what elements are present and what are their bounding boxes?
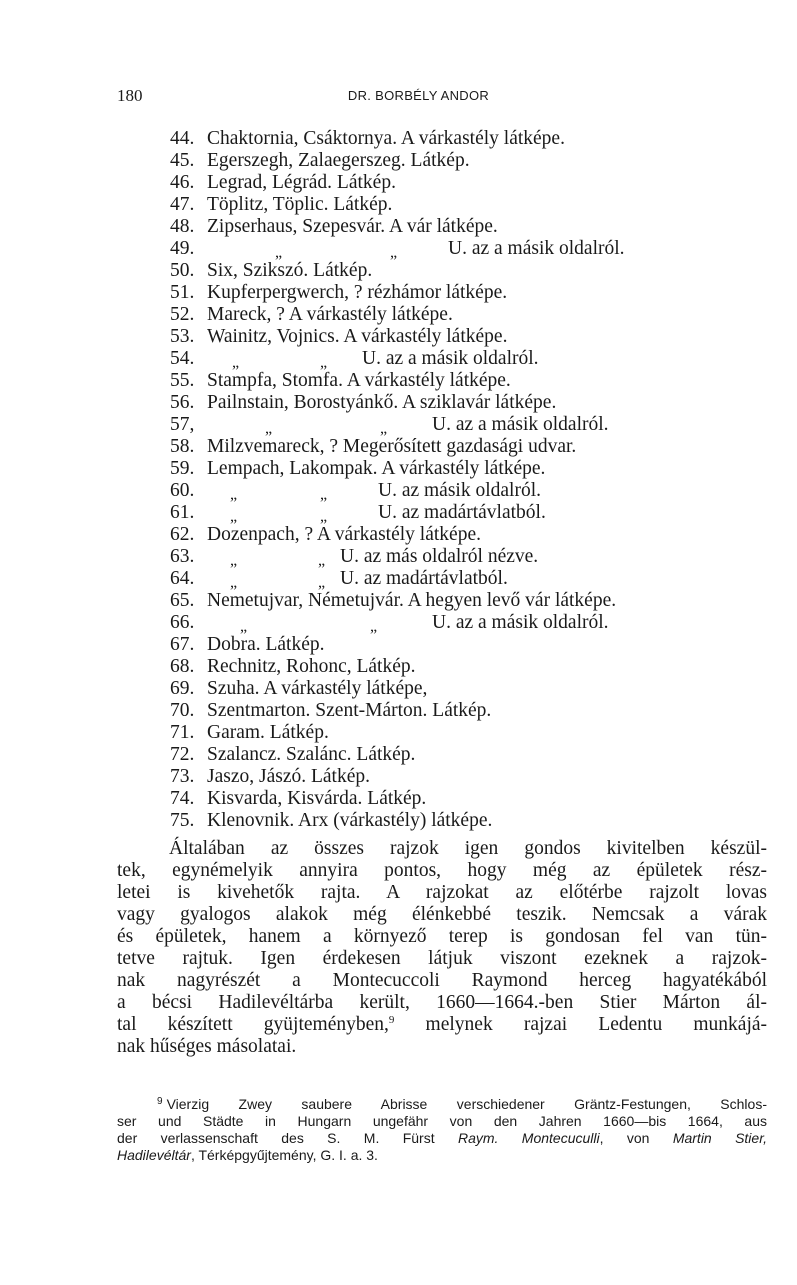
- paragraph-line: nak nagyrészét a Montecuccoli Raymond herceg hagyatékából: [117, 970, 767, 991]
- item-text: Milzvemareck, ? Megerősített gazdasági udvar.: [207, 436, 577, 457]
- item-text: Wainitz, Vojnics. A várkastély látképe.: [207, 326, 508, 347]
- footnote-mark: 9: [157, 1096, 163, 1107]
- item-text: Kisvarda, Kisvárda. Látkép.: [207, 788, 427, 809]
- footnote-line: ser und Städte in Hungarn ungefähr von den Jahren 1660—bis 1664, aus: [117, 1113, 767, 1129]
- item-text: Garam. Látkép.: [207, 722, 329, 743]
- item-number: 70.: [170, 700, 195, 721]
- item-text: Kupferpergwerch, ? rézhámor látképe.: [207, 282, 508, 303]
- item-text: Egerszegh, Zalaegerszeg. Látkép.: [207, 150, 470, 171]
- item-text: Mareck, ? A várkastély látképe.: [207, 304, 453, 325]
- item-number: 64.: [170, 568, 195, 589]
- item-number: 66.: [170, 612, 195, 633]
- item-text: Klenovnik. Arx (várkastély) látképe.: [207, 810, 493, 831]
- item-text: U. az más oldalról nézve.: [340, 546, 539, 567]
- ditto-mark: „: [380, 420, 388, 437]
- footnote-text: , Térképgyűjtemény, G. I. a. 3.: [190, 1147, 378, 1163]
- item-number: 69.: [170, 678, 195, 699]
- list-item: [170, 546, 770, 568]
- paragraph-line: [117, 1014, 767, 1036]
- list-item: [170, 216, 770, 238]
- item-number: 73.: [170, 766, 195, 787]
- item-text: U. az a másik oldalról.: [448, 238, 625, 259]
- list-item: [170, 282, 770, 304]
- item-text: Lempach, Lakompak. A várkastély látképe.: [207, 458, 546, 479]
- item-text: Szuha. A várkastély látképe,: [207, 678, 428, 699]
- paragraph-line: letei is kivehetők rajta. A rajzokat az előtérbe rajzolt lovas: [117, 882, 767, 903]
- paragraph-line: vagy gyalogos alakok még élénkebbé teszik. Nemcsak a várak: [117, 904, 767, 925]
- item-text: U. az a másik oldalról.: [432, 414, 609, 435]
- footnote-italic: Hadilevéltár: [117, 1147, 191, 1163]
- list-item: [170, 744, 770, 766]
- list-item: [170, 502, 770, 524]
- list-item: [170, 700, 770, 722]
- item-number: 50.: [170, 260, 195, 281]
- ditto-mark: „: [232, 354, 240, 371]
- running-head: DR. BORBÉLY ANDOR: [347, 88, 490, 103]
- ditto-mark: „: [318, 574, 326, 591]
- list-item: [170, 194, 770, 216]
- ditto-mark: „: [265, 420, 273, 437]
- footnote-reference[interactable]: 9: [388, 1014, 395, 1026]
- item-number: 48.: [170, 216, 195, 237]
- ditto-mark: „: [240, 618, 248, 635]
- item-text: U. az madártávlatból.: [340, 568, 508, 589]
- list-item: [170, 128, 770, 150]
- list-item: [170, 414, 770, 436]
- ditto-mark: „: [275, 244, 283, 261]
- item-number: 75.: [170, 810, 195, 831]
- item-number: 65.: [170, 590, 195, 611]
- item-text: Six, Szikszó. Látkép.: [207, 260, 373, 281]
- item-text: Zipserhaus, Szepesvár. A vár látképe.: [207, 216, 498, 237]
- paragraph-line: nak hűséges másolatai.: [117, 1036, 297, 1057]
- footnote-line: [117, 1096, 767, 1113]
- ditto-mark: „: [320, 354, 328, 371]
- list-item: [170, 678, 770, 700]
- item-text: Töplitz, Töplic. Látkép.: [207, 194, 393, 215]
- ditto-mark: „: [230, 552, 238, 569]
- item-number: 46.: [170, 172, 195, 193]
- body-paragraph: [117, 838, 767, 1058]
- item-text: U. az a másik oldalról.: [362, 348, 539, 369]
- ditto-mark: „: [370, 618, 378, 635]
- item-number: 52.: [170, 304, 195, 325]
- paragraph-text: melynek rajzai Ledentu munkájá-: [394, 1014, 768, 1035]
- item-text: Dobra. Látkép.: [207, 634, 325, 655]
- list-item: [170, 568, 770, 590]
- footnote: [117, 1096, 767, 1164]
- list-item: [170, 656, 770, 678]
- item-number: 55.: [170, 370, 195, 391]
- item-number: 60.: [170, 480, 195, 501]
- item-number: 74.: [170, 788, 195, 809]
- plate-list: [170, 128, 770, 832]
- item-text: Dozenpach, ? A várkastély látképe.: [207, 524, 481, 545]
- item-number: 72.: [170, 744, 195, 765]
- item-text: U. az a másik oldalról.: [432, 612, 609, 633]
- item-text: Szalancz. Szalánc. Látkép.: [207, 744, 416, 765]
- list-item: [170, 722, 770, 744]
- item-number: 44.: [170, 128, 195, 149]
- footnote-text: Vierzig Zwey saubere Abrisse verschiedener Gräntz-Festungen, Schlos-: [166, 1096, 767, 1112]
- item-number: 71.: [170, 722, 195, 743]
- item-number: 45.: [170, 150, 195, 171]
- list-item: [170, 304, 770, 326]
- footnote-line: [117, 1147, 767, 1164]
- paragraph-line: tek, egynémelyik annyira pontos, hogy még az épületek rész-: [117, 860, 767, 881]
- list-item: [170, 436, 770, 458]
- paragraph-line: tetve rajtuk. Igen érdekesen látjuk viszont ezeknek a rajzok-: [117, 948, 767, 969]
- item-number: 62.: [170, 524, 195, 545]
- item-text: Jaszo, Jászó. Látkép.: [207, 766, 370, 787]
- ditto-mark: „: [390, 244, 398, 261]
- footnote-italic: Raym. Montecuculli: [457, 1130, 600, 1146]
- list-item: [170, 392, 770, 414]
- item-number: 67.: [170, 634, 195, 655]
- ditto-mark: „: [318, 552, 326, 569]
- item-number: 68.: [170, 656, 195, 677]
- page-number: 180: [117, 86, 143, 105]
- list-item: [170, 150, 770, 172]
- item-text: U. az madártávlatból.: [378, 502, 546, 523]
- item-text: Legrad, Légrád. Látkép.: [207, 172, 396, 193]
- list-item: [170, 766, 770, 788]
- item-text: Chaktornia, Csáktornya. A várkastély látképe.: [207, 128, 565, 149]
- item-number: 59.: [170, 458, 195, 479]
- list-item: [170, 458, 770, 480]
- list-item: [170, 612, 770, 634]
- paragraph-line: és épületek, hanem a környező terep is gondosan fel van tün-: [117, 926, 767, 947]
- list-item: [170, 260, 770, 282]
- paragraph-line: Általában az összes rajzok igen gondos kivitelben készül-: [169, 838, 767, 859]
- list-item: [170, 238, 770, 260]
- item-number: 57,: [170, 414, 195, 435]
- item-number: 61.: [170, 502, 195, 523]
- item-text: Nemetujvar, Németujvár. A hegyen levő vár látképe.: [207, 590, 617, 611]
- item-text: Szentmarton. Szent-Márton. Látkép.: [207, 700, 492, 721]
- item-number: 53.: [170, 326, 195, 347]
- list-item: [170, 326, 770, 348]
- list-item: [170, 634, 770, 656]
- item-text: Rechnitz, Rohonc, Látkép.: [207, 656, 416, 677]
- list-item: [170, 590, 770, 612]
- footnote-italic: Martin Stier,: [672, 1130, 767, 1146]
- footnote-line: [117, 1130, 767, 1147]
- item-number: 49.: [170, 238, 195, 259]
- footnote-text: , von: [599, 1130, 673, 1146]
- item-text: Stampfa, Stomfa. A várkastély látképe.: [207, 370, 511, 391]
- ditto-mark: „: [230, 508, 238, 525]
- item-number: 58.: [170, 436, 195, 457]
- item-number: 63.: [170, 546, 195, 567]
- list-item: [170, 172, 770, 194]
- footnote-text: der verlassenschaft des S. M. Fürst: [117, 1130, 458, 1146]
- ditto-mark: „: [320, 486, 328, 503]
- list-item: [170, 480, 770, 502]
- item-number: 54.: [170, 348, 195, 369]
- paragraph-line: a bécsi Hadilevéltárba került, 1660—1664.-ben Stier Márton ál-: [117, 992, 767, 1013]
- list-item: [170, 810, 770, 832]
- list-item: [170, 370, 770, 392]
- ditto-mark: „: [320, 508, 328, 525]
- list-item: [170, 788, 770, 810]
- item-number: 56.: [170, 392, 195, 413]
- ditto-mark: „: [230, 574, 238, 591]
- list-item: [170, 524, 770, 546]
- ditto-mark: „: [230, 486, 238, 503]
- paragraph-text: tal készített gyüjteményben,: [117, 1014, 389, 1035]
- item-text: Pailnstain, Borostyánkő. A sziklavár látképe.: [207, 392, 557, 413]
- item-text: U. az másik oldalról.: [378, 480, 541, 501]
- item-number: 47.: [170, 194, 195, 215]
- list-item: [170, 348, 770, 370]
- item-number: 51.: [170, 282, 195, 303]
